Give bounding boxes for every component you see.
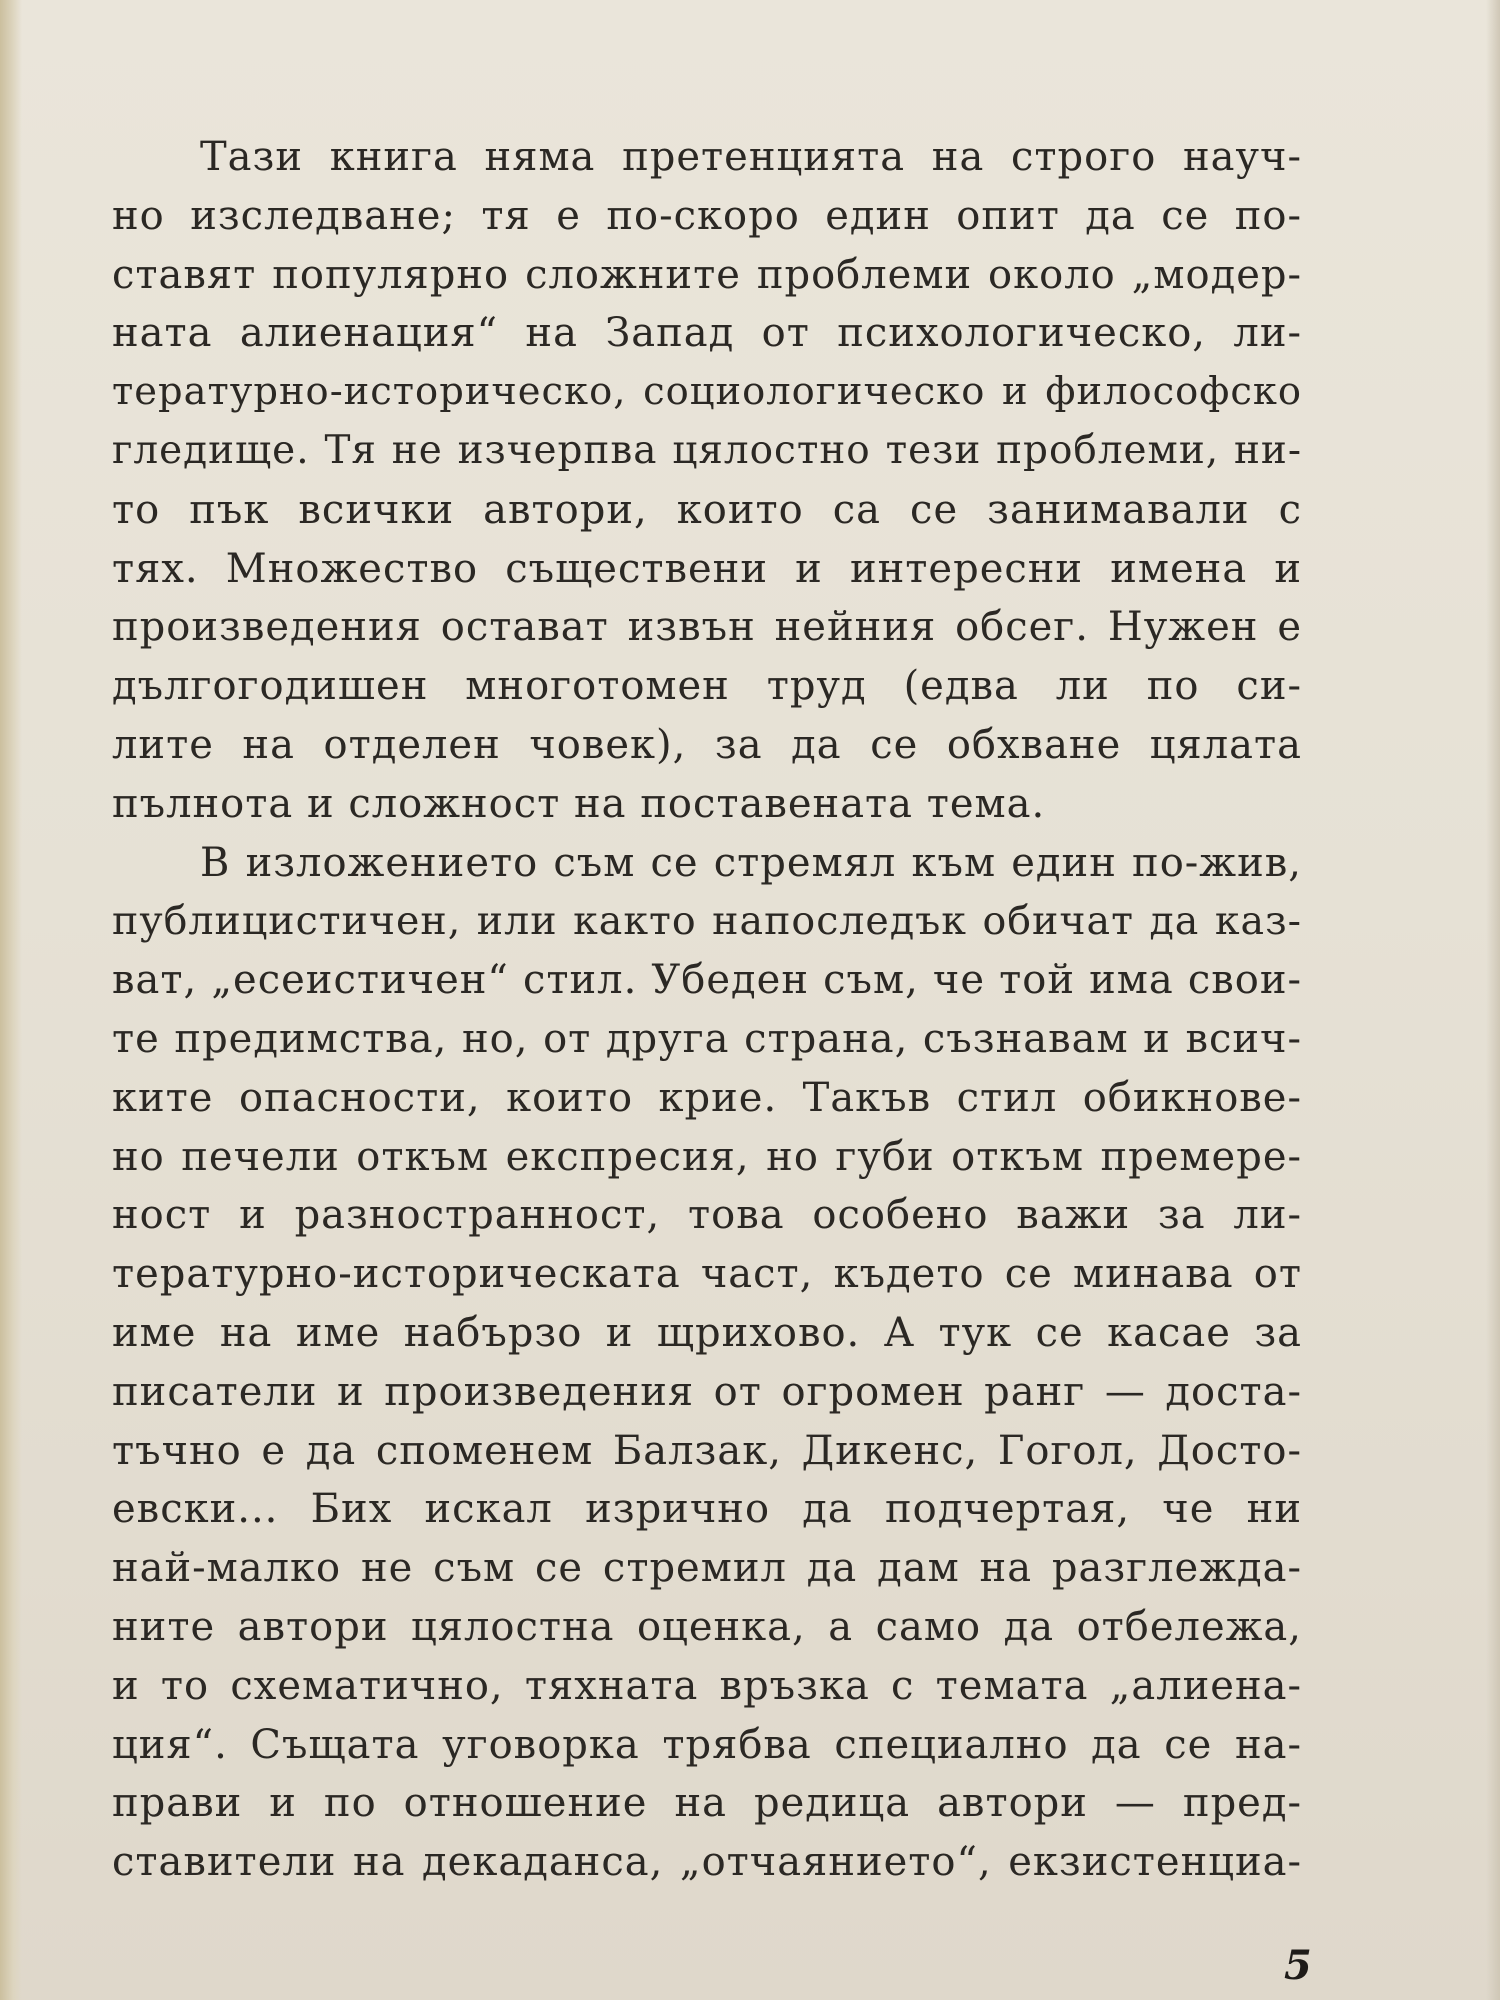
- text-line: ност и разностранност, това особено важи за ли-: [112, 1192, 1302, 1239]
- text-line: ставители на декаданса, „отчаянието“, екзистенциа-: [112, 1839, 1302, 1886]
- text-line: В изложението съм се стремял към един по-жив,: [200, 839, 1302, 886]
- text-line: дългогодишен многотомен труд (едва ли по си-: [112, 663, 1302, 710]
- text-line: прави и по отношение на редица автори — пред-: [112, 1780, 1302, 1827]
- text-line: тях. Множество съществени и интересни имена и: [112, 545, 1302, 592]
- text-line: тературно-историческата част, където се минава от: [112, 1251, 1302, 1298]
- text-line: ция“. Същата уговорка трябва специално да се на-: [112, 1721, 1302, 1768]
- text-line: но изследване; тя е по-скоро един опит да се по-: [112, 192, 1302, 239]
- text-line: писатели и произведения от огромен ранг — доста-: [112, 1368, 1302, 1415]
- text-line: то пък всички автори, които са се занимавали с: [112, 486, 1302, 533]
- text-line: и то схематично, тяхната връзка с темата „алиена-: [112, 1662, 1302, 1709]
- page-number: 5: [1284, 1942, 1312, 1989]
- text-line: Тази книга няма претенцията на строго науч-: [200, 134, 1302, 180]
- text-line: ната алиенация“ на Запад от психологическо, ли-: [112, 310, 1302, 357]
- text-line: ните автори цялостна оценка, а само да отбележа,: [112, 1603, 1302, 1650]
- paragraph-1: [112, 128, 1302, 834]
- text-line: евски... Бих искал изрично да подчертая, че ни: [112, 1486, 1302, 1533]
- text-line: тературно-историческо, социологическо и философско: [112, 369, 1302, 415]
- text-line: ките опасности, които крие. Такъв стил обикнове-: [112, 1074, 1302, 1121]
- text-line: лите на отделен човек), за да се обхване цялата: [112, 721, 1302, 768]
- body-text: [112, 128, 1302, 1892]
- page-edge: [1486, 0, 1500, 2000]
- text-line: те предимства, но, от друга страна, съзнавам и всич-: [112, 1015, 1302, 1062]
- text-line: гледище. Тя не изчерпва цялостно тези проблеми, ни-: [112, 427, 1302, 473]
- text-line: тъчно е да споменем Балзак, Дикенс, Гогол, Досто-: [112, 1427, 1302, 1474]
- paragraph-2: [112, 834, 1302, 1892]
- text-line: пълнота и сложност на поставената тема.: [112, 780, 1046, 827]
- text-line: ват, „есеистичен“ стил. Убеден съм, че той има свои-: [112, 957, 1302, 1004]
- text-line: произведения остават извън нейния обсег. Нужен е: [112, 604, 1302, 651]
- text-line: име на име набързо и щрихово. А тук се касае за: [112, 1309, 1302, 1356]
- binding-shadow: [0, 0, 22, 2000]
- text-line: най-малко не съм се стремил да дам на разглежда-: [112, 1545, 1302, 1592]
- text-line: но печели откъм експресия, но губи откъм премере-: [112, 1133, 1302, 1180]
- text-line: ставят популярно сложните проблеми около „модер-: [112, 251, 1302, 298]
- text-line: публицистичен, или както напоследък обичат да каз-: [112, 898, 1302, 945]
